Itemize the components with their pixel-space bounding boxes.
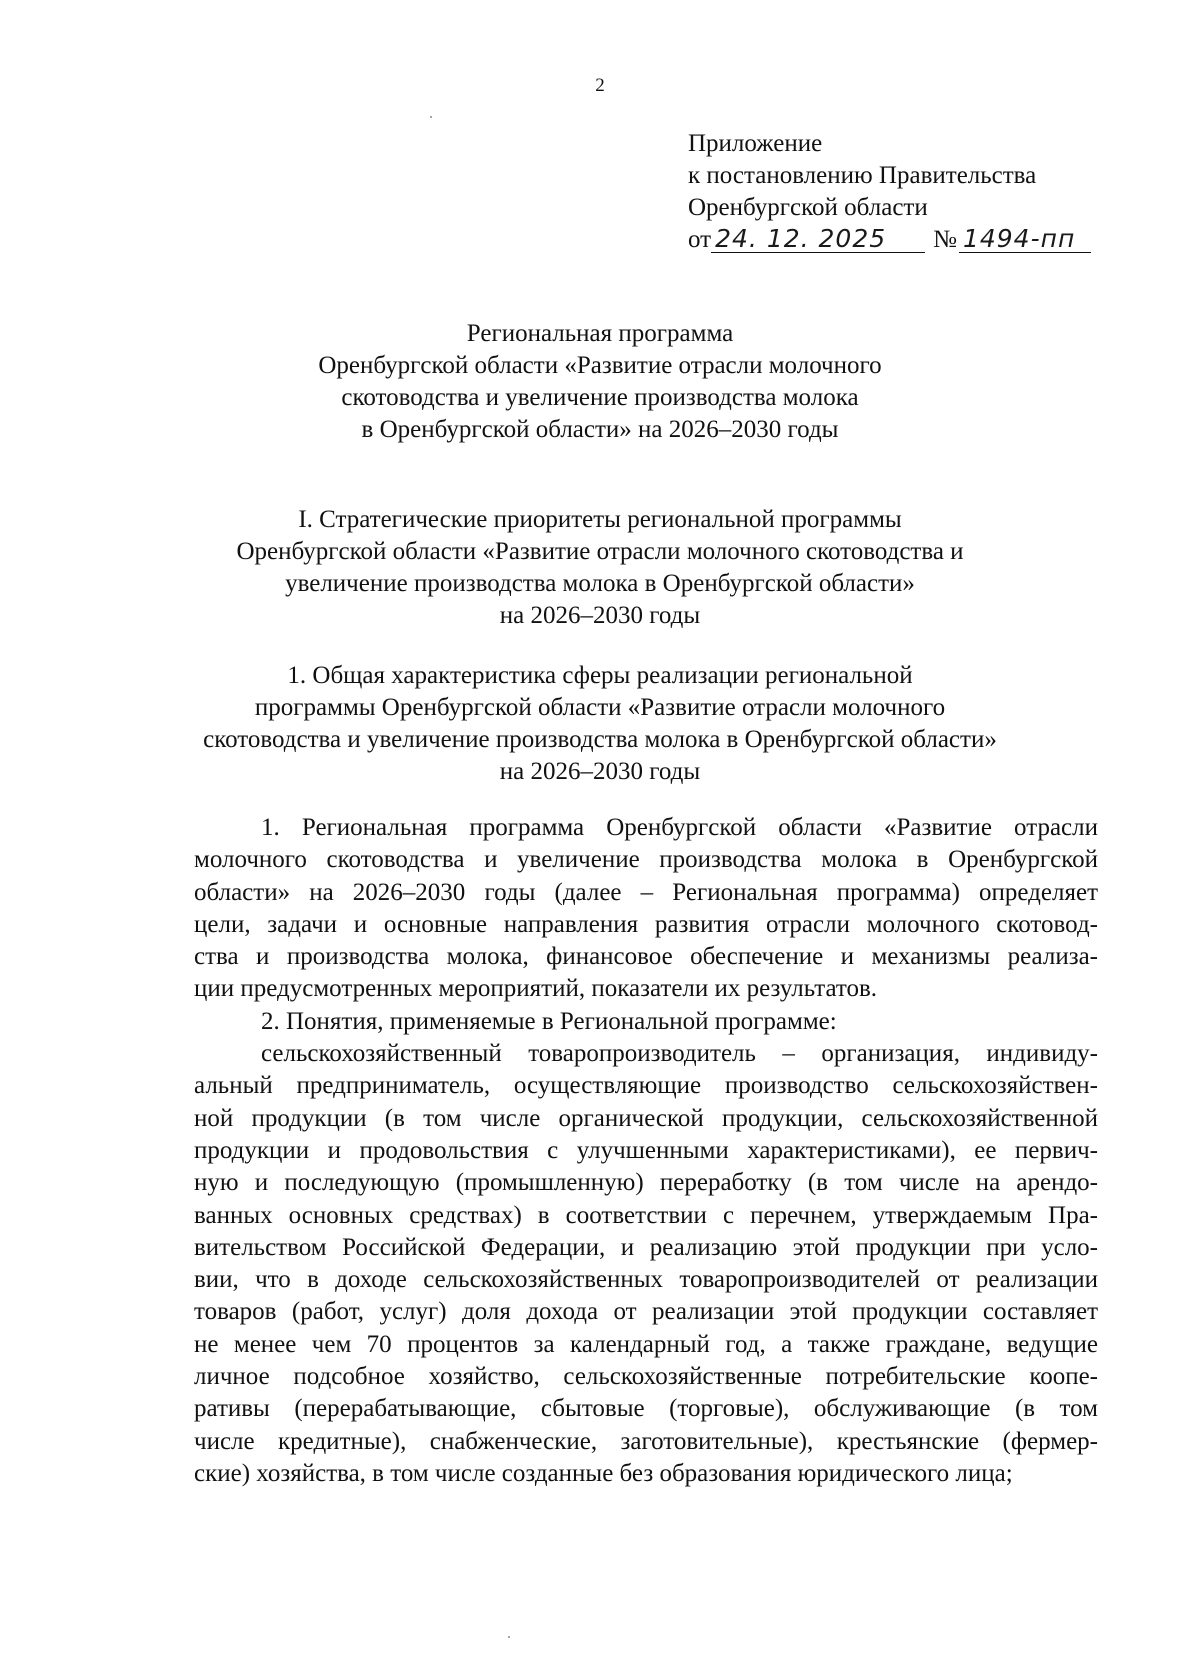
paragraph-line: альный предприниматель, осуществляющие производство сельскохозяйствен- — [194, 1072, 1098, 1100]
appendix-label: Приложение — [688, 130, 823, 157]
subsection-title-line: 1. Общая характеристика сферы реализации региональной — [287, 662, 913, 689]
paragraph-line: вии, что в доходе сельскохозяйственных товаропроизводителей от реализации — [194, 1266, 1098, 1294]
section-title-line: Оренбургской области «Развитие отрасли молочного скотоводства и — [236, 538, 964, 565]
number-sign: № — [933, 226, 957, 253]
appendix-resolution-line: к постановлению Правительства — [688, 162, 1037, 189]
program-title-line: в Оренбургской области» на 2026–2030 годы — [361, 416, 839, 443]
scan-speck — [508, 1636, 510, 1638]
subsection-title-line: на 2026–2030 годы — [499, 758, 701, 785]
handwritten-date: 24. 12. 2025 — [711, 226, 925, 253]
paragraph-line: числе кредитные), снабженческие, заготовительные), крестьянские (фермер- — [194, 1427, 1098, 1455]
section-title-line: I. Стратегические приоритеты региональной программы — [298, 506, 902, 533]
appendix-date-number-line — [688, 224, 1148, 256]
paragraph-line: ной продукции (в том числе органической продукции, сельскохозяйственной — [194, 1104, 1098, 1132]
paragraph-line: области» на 2026–2030 годы (далее – Региональная программа) определяет — [194, 878, 1098, 906]
program-title-line: Оренбургской области «Развитие отрасли молочного — [318, 352, 882, 379]
body-text — [194, 812, 1098, 1490]
paragraph-line: 1. Региональная программа Оренбургской области «Развитие отрасли — [261, 814, 1098, 841]
program-title — [0, 318, 1200, 446]
paragraph-line: ративы (перерабатывающие, сбытовые (торговые), обслуживающие (в том — [194, 1395, 1098, 1423]
section-title-line: увеличение производства молока в Оренбургской области» — [285, 570, 915, 597]
paragraph-line: молочного скотоводства и увеличение производства молока в Оренбургской — [194, 846, 1098, 874]
paragraph-line: 2. Понятия, применяемые в Региональной программе: — [261, 1007, 837, 1035]
paragraph-line: ции предусмотренных мероприятий, показатели их результатов. — [194, 975, 878, 1003]
paragraph-line: цели, задачи и основные направления развития отрасли молочного скотовод- — [194, 910, 1098, 938]
subsection-title — [0, 660, 1200, 788]
paragraph-line: ские) хозяйства, в том числе созданные без образования юридического лица; — [194, 1459, 1013, 1487]
paragraph-line: вительством Российской Федерации, и реализацию этой продукции при усло- — [194, 1233, 1098, 1261]
paragraph-line: ванных основных средствах) в соответствии с перечнем, утверждаемым Пра- — [194, 1201, 1098, 1229]
appendix-region-line: Оренбургской области — [688, 194, 928, 221]
scan-speck — [430, 116, 432, 118]
paragraph-line: сельскохозяйственный товаропроизводитель – организация, индивиду- — [261, 1040, 1098, 1068]
paragraph-line: личное подсобное хозяйство, сельскохозяйственные потребительские коопе- — [194, 1363, 1098, 1391]
section-title-line: на 2026–2030 годы — [499, 602, 701, 629]
handwritten-number: 1494-пп — [959, 226, 1091, 253]
appendix-header — [688, 128, 1148, 256]
subsection-title-line: программы Оренбургской области «Развитие отрасли молочного — [254, 694, 946, 721]
program-title-line: Региональная программа — [466, 320, 734, 347]
paragraph-line: ную и последующую (промышленную) переработку (в том числе на арендо- — [194, 1169, 1098, 1197]
paragraph-line: продукции и продовольствия с улучшенными характеристиками), ее первич- — [194, 1136, 1098, 1164]
paragraph-line: ства и производства молока, финансовое обеспечение и механизмы реализа- — [194, 943, 1098, 971]
page-number: 2 — [595, 75, 605, 96]
date-prefix: от — [688, 226, 712, 253]
section-title — [0, 504, 1200, 632]
paragraph-line: не менее чем 70 процентов за календарный год, а также граждане, ведущие — [194, 1330, 1098, 1358]
subsection-title-line: скотоводства и увеличение производства молока в Оренбургской области» — [203, 726, 997, 753]
program-title-line: скотоводства и увеличение производства молока — [341, 384, 859, 411]
paragraph-line: товаров (работ, услуг) доля дохода от реализации этой продукции составляет — [194, 1298, 1098, 1326]
